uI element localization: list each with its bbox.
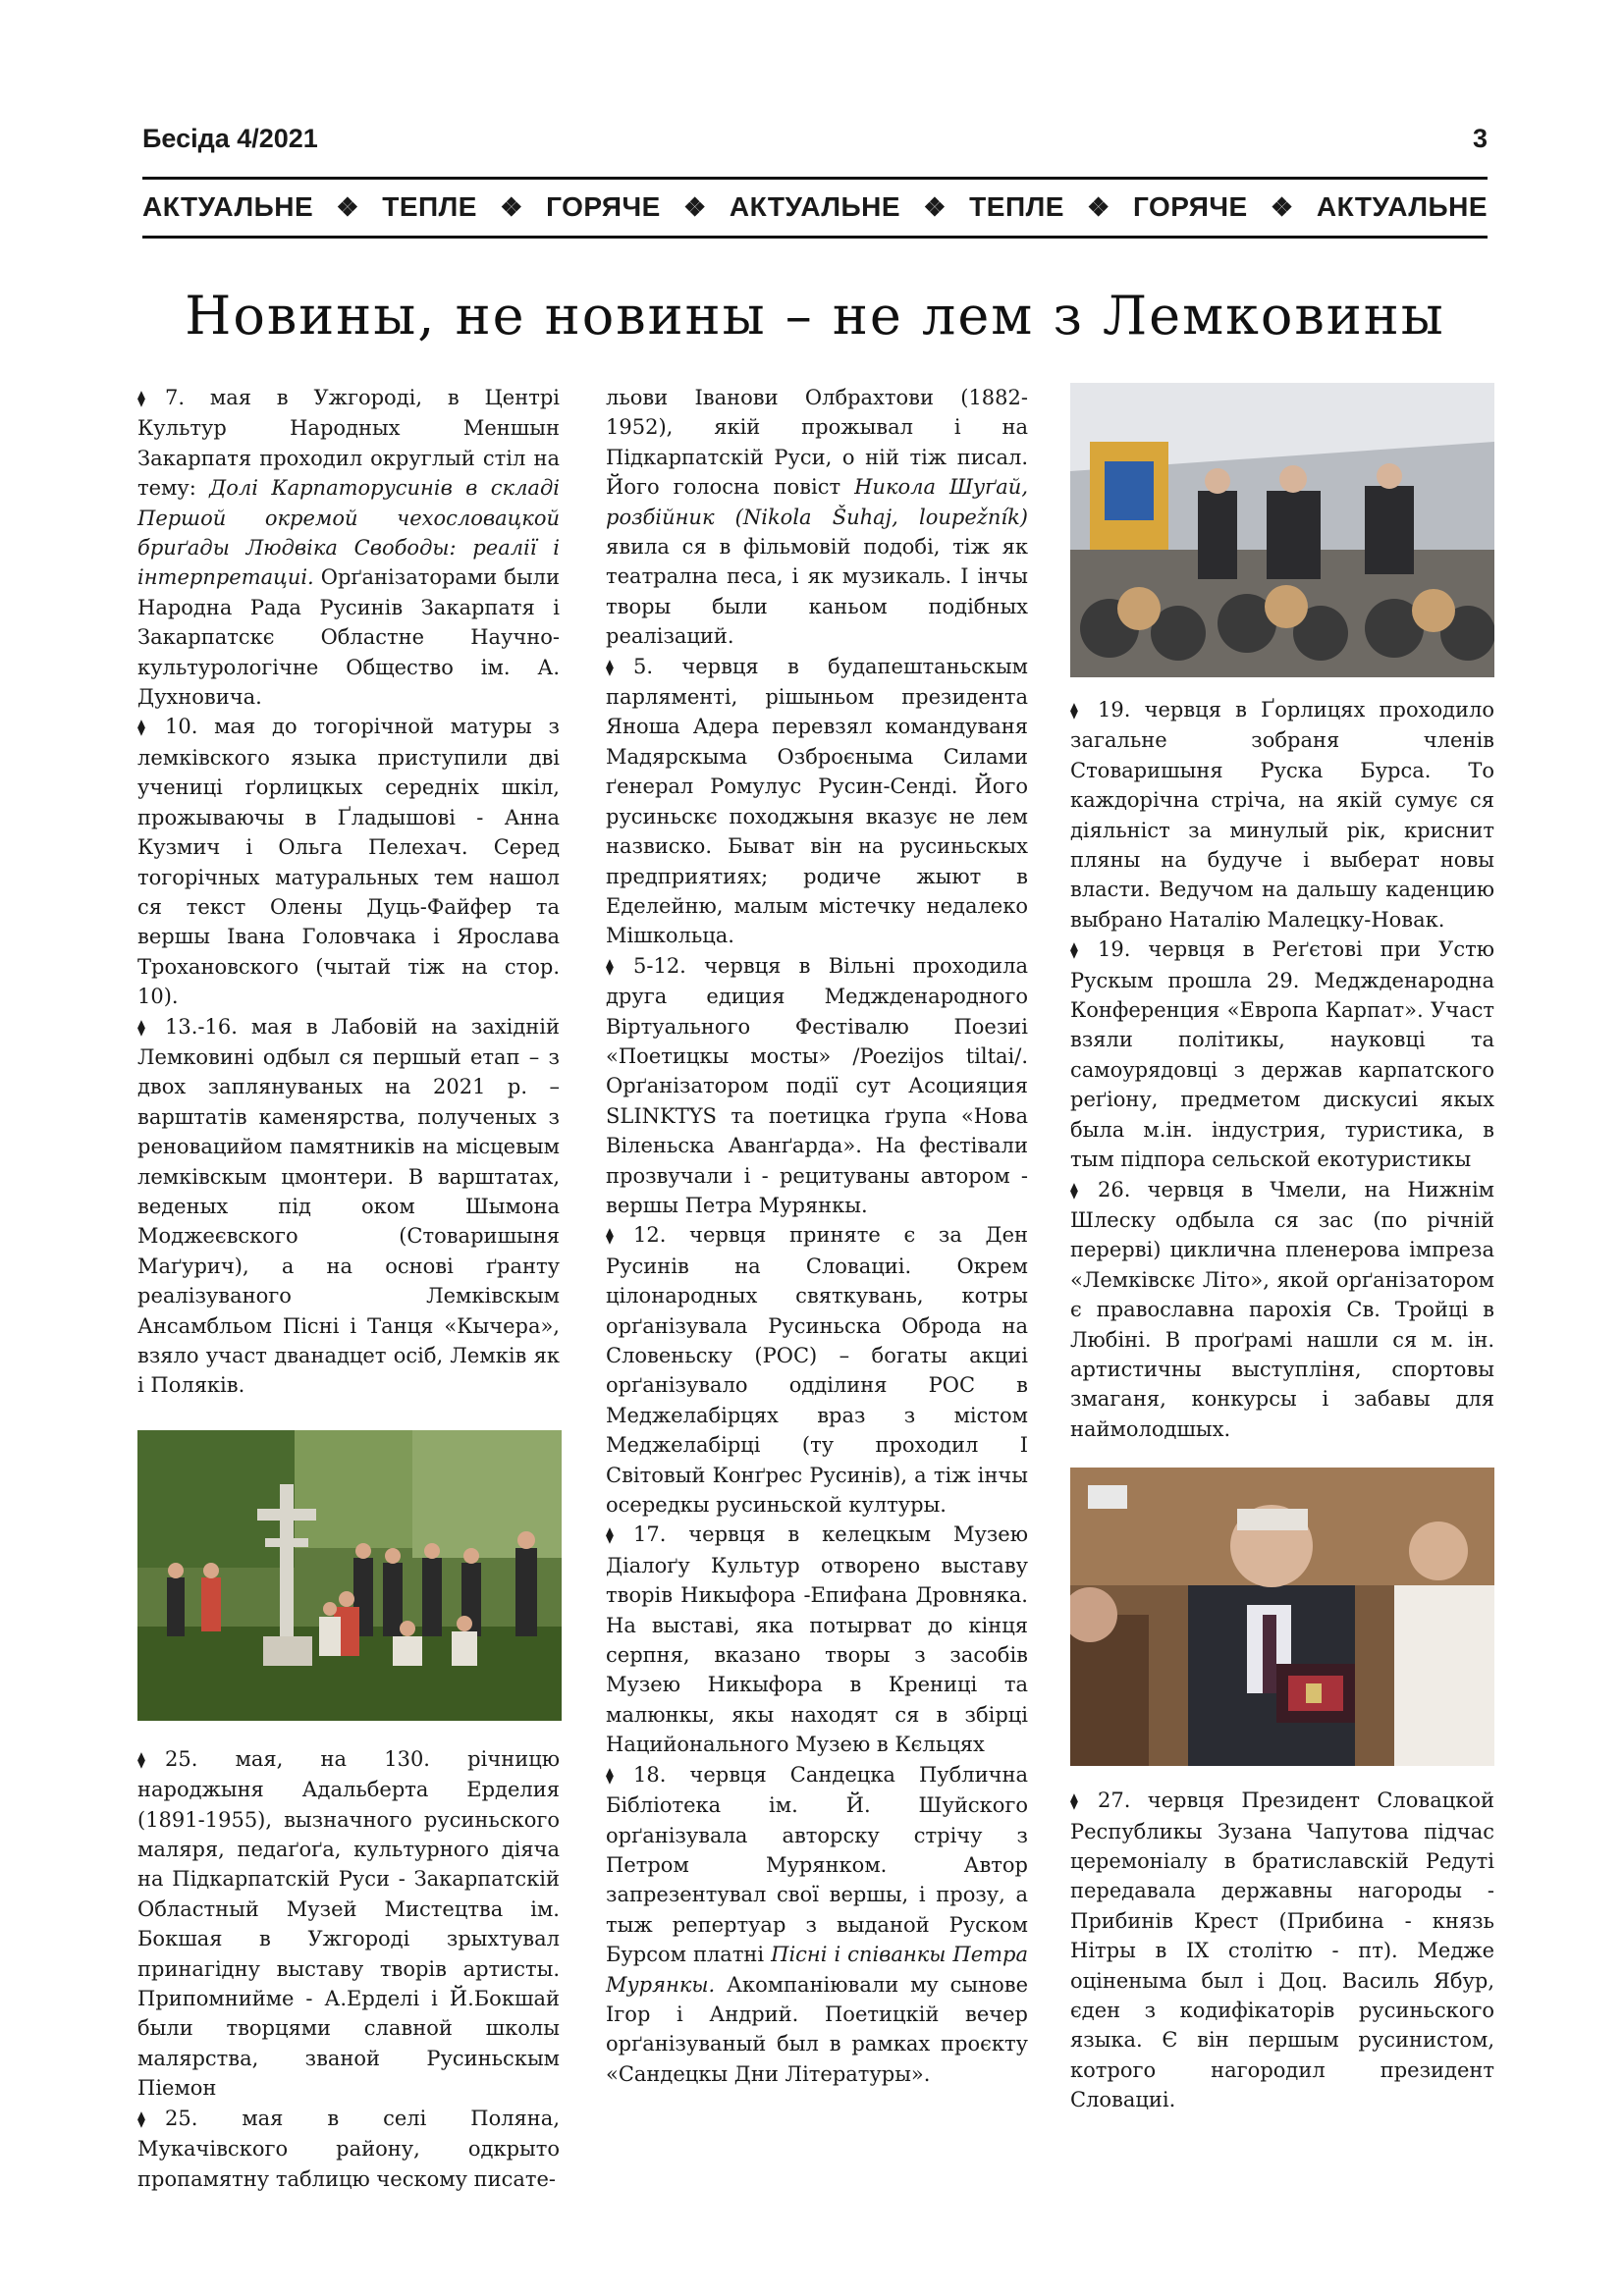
header-rule-bottom: [142, 236, 1488, 239]
section-label: ТЕПЛЕ: [969, 191, 1064, 222]
section-label: ГОРЯЧЕ: [546, 191, 661, 222]
bullet-icon: ⧫: [1070, 701, 1078, 720]
news-item: ⧫ 27. червця Президент Словацкой Республикы Зузана Чапутова підчас церемоніалу в братиславскій Редуті передавала державны нагороды - Прибинів Крест (Прибина - князь Нітры в IX столітю - пт). Медже оціненыма был і Доц. Василь Ябур, єден з кодифікаторів русиньского языка. Є він першым русинистом, котрого нагородил президент Словациі.: [1070, 1789, 1494, 2112]
bullet-icon: ⧫: [1070, 940, 1078, 960]
news-item: ⧫ 13.-16. мая в Лабовій на західній Лемковині одбыл ся першый етап – з двох заплянуваных на 2021 р. – варштатів каменярства, полученых з реновацийом памятників на місцевым лемківскым цмонтери. В варштатах, веденых під оком Шымона Моджеєвского (Стоваришыня Маґурич), а на основі ґранту реалізуваного Лемківскым Ансамбльом Пісні і Танця «Кычера», взяло участ дванадцет осіб, Лемків як і Поляків.: [137, 1014, 560, 1398]
bullet-icon: ⧫: [137, 718, 145, 737]
bullet-icon: ⧫: [606, 1226, 614, 1246]
column-3: [1070, 383, 1494, 2115]
news-item: ⧫ 17. червця в келецкым Музею Діалоґу Культур отворено выставу творів Никыфора -Епифана Дровняка. На выставі, яка потырват до кінця серпня, вказано творы з засобів Музею Никыфора в Крениці та малюнкы, якы находят ся в збірці Нацийонального Музею в Кєльцях: [606, 1522, 1028, 1757]
issue-label: Бесіда 4/2021: [142, 124, 318, 153]
bullet-icon: ⧫: [137, 1017, 145, 1037]
award-ceremony-photo: [1070, 1468, 1494, 1766]
header-rule-top: [142, 177, 1488, 180]
ornament-icon: ❖: [500, 191, 523, 222]
bullet-icon: ⧫: [606, 1525, 614, 1545]
section-bar: [142, 185, 1488, 230]
news-item: ⧫ 19. червця в Ґорлицях проходило загальне зобраня членів Стоваришыня Руска Бурса. То каждорічна стріча, на якій сумує ся діяльніст за минулый рік, криснит пляны на будуче і выберат новы власти. Ведучом на дальшу каденцию выбрано Наталію Малецку-Новак.: [1070, 698, 1494, 932]
column-1: [137, 383, 560, 2194]
ornament-icon: ❖: [682, 191, 707, 222]
news-item: ⧫ 26. червця в Чмели, на Нижнім Шлеску одбыла ся зас (по річній перерві) циклична пленерова імпреза «Лемківскє Літо», якой орґанізатором є православна парохія Св. Тройці в Любіні. В проґрамі нашли ся м. ін. артистичны выступліня, спортовы змаганя, конкурсы і забавы для наймолодшых.: [1070, 1177, 1494, 1441]
bullet-icon: ⧫: [137, 2109, 145, 2128]
bullet-icon: ⧫: [1070, 1791, 1078, 1811]
ornament-icon: ❖: [1270, 191, 1294, 222]
page-number: 3: [1472, 124, 1488, 153]
monument-group-photo: [137, 1430, 562, 1721]
news-item: ⧫ 18. червця Сандецка Публична Бібліотека ім. Й. Шуйского орґанізувала авторску стрічу з Петром Мурянком. Автор запрезентувал свої вершы, і прозу, а тыж репертуар з выданой Руском Бурсом платні Пісні і співанкы Петра Мурянкы. Акомпаніювали му сынове Ігор і Андрий. Поетицкій вечер орґанізуваный был в рамках проєкту «Сандецкы Дни Літературы».: [606, 1762, 1028, 2086]
page-header: [142, 124, 1488, 163]
headline: Новины, не новины – не лем з Лемковины: [185, 285, 1445, 347]
column-2: [606, 383, 1028, 2089]
section-label: АКТУАЛЬНЕ: [1316, 191, 1488, 222]
news-item: ⧫ 5-12. червця в Вільні проходила друга едиция Меджденародного Віртуального Фестівалю Поезиі «Поетицкы мосты» /Poezijos tiltai/. Орґанізатором події сут Асоцияция SLINKTYS та поетицка ґрупа «Нова Віленьска Аванґарда». На фестівали прозвучали і - рецитуваны автором - вершы Петра Мурянкы.: [606, 953, 1028, 1217]
bullet-icon: ⧫: [1070, 1180, 1078, 1200]
concert-photo: [1070, 383, 1494, 677]
news-item: ⧫ 12. червця приняте є за Ден Русинів на Словациі. Окрем цілонародных святкувань, котры орґанізувала Русиньска Оброда на Словеньску (РОС) – богаты акциі орґанізувало одділиня РОС в Меджелабірцях враз з містом Меджелабірці (ту проходил І Світовый Конґрес Русинів), а тіж інчы осередкы русиньской културы.: [606, 1223, 1028, 1518]
news-item: ⧫ 7. мая в Ужгороді, в Центрі Культур Народных Меншын Закарпатя проходил округлый стіл на тему: Долі Карпаторусинів в складі Першой окремой чехословацкой бриґады Людвіка Свободы: реалії і інтерпретациі. Орґанізаторами были Народна Рада Русинів Закарпатя і Закарпатскє Областне Научно-культурологічне Общество ім. А. Духновича.: [137, 386, 560, 710]
ornament-icon: ❖: [1087, 191, 1110, 222]
section-label: ГОРЯЧЕ: [1133, 191, 1248, 222]
news-item: ⧫ 25. мая, на 130. річницю народжыня Адальберта Ерделия (1891-1955), вызначного русиньского маляря, педаґоґа, культурного діяча на Підкарпатскій Руси - Закарпатскій Областный Музей Мистецтва ім. Бокшая в Ужгороді зрыхтувал принагідну выставу творів артисты. Припомнийме - А.Ерделі і Й.Бокшай были творцями славной школы малярства, званой Русиньскым Піемон: [137, 1746, 560, 2101]
news-item-continued: льови Іванови Олбрахтови (1882-1952), якій прожывал і на Підкарпатскій Руси, о ній тіж писал. Його голосна повіст Никола Шуґай, розбійник (Nikola Šuhaj, loupežník) явила ся в фільмовій подобі, тіж як театрална песа, і як музикаль. І інчы творы были каньом подібных реалізаций.: [606, 386, 1029, 649]
bullet-icon: ⧫: [606, 657, 614, 676]
section-label: ТЕПЛЕ: [382, 191, 477, 222]
section-label: АКТУАЛЬНЕ: [729, 191, 901, 222]
bullet-icon: ⧫: [137, 1749, 145, 1769]
news-item: ⧫ 25. мая в селі Поляна, Мукачівского району, одкрыто пропамятну таблицю ческому писате-: [137, 2106, 560, 2191]
section-label: АКТУАЛЬНЕ: [142, 191, 314, 222]
news-item: ⧫ 5. червця в будапештаньскым парляменті, рішыньом президента Яноша Адера перевзял командуваня Мадярскыма Озброєныма Силами ґенерал Ромулус Русин-Сенді. Його русиньскє походжыня вказує не лем назвиско. Быват він на русиньскых предприятиях; родиче жыют в Еделейню, малым містечку недалеко Мішкольца.: [606, 654, 1028, 948]
ornament-icon: ❖: [923, 191, 947, 222]
bullet-icon: ⧫: [137, 389, 145, 407]
ornament-icon: ❖: [336, 191, 360, 222]
bullet-icon: ⧫: [606, 956, 614, 976]
news-item: ⧫ 10. мая до тогорічной матуры з лемківского языка приступили дві учениці ґорлицкых середніх шкіл, прожываючы в Ґладышові - Анна Кузмич і Ольга Пелехач. Серед тогорічных матуральных тем нашол ся текст Олены Дуць-Файфер та вершы Івана Головчака і Ярослава Трохановского (чытай тіж на стор. 10).: [137, 715, 560, 1009]
bullet-icon: ⧫: [606, 1765, 614, 1785]
news-item: ⧫ 19. червця в Реґєтові при Устю Рускым прошла 29. Меджденародна Конференция «Европа Карпат». Участ взяли політикы, науковці та самоурядовці з держав карпатского реґіону, предметом дискусиі якых была м.ін. індустрия, туристика, в тым підпора сельской екотуристикы: [1070, 937, 1494, 1172]
